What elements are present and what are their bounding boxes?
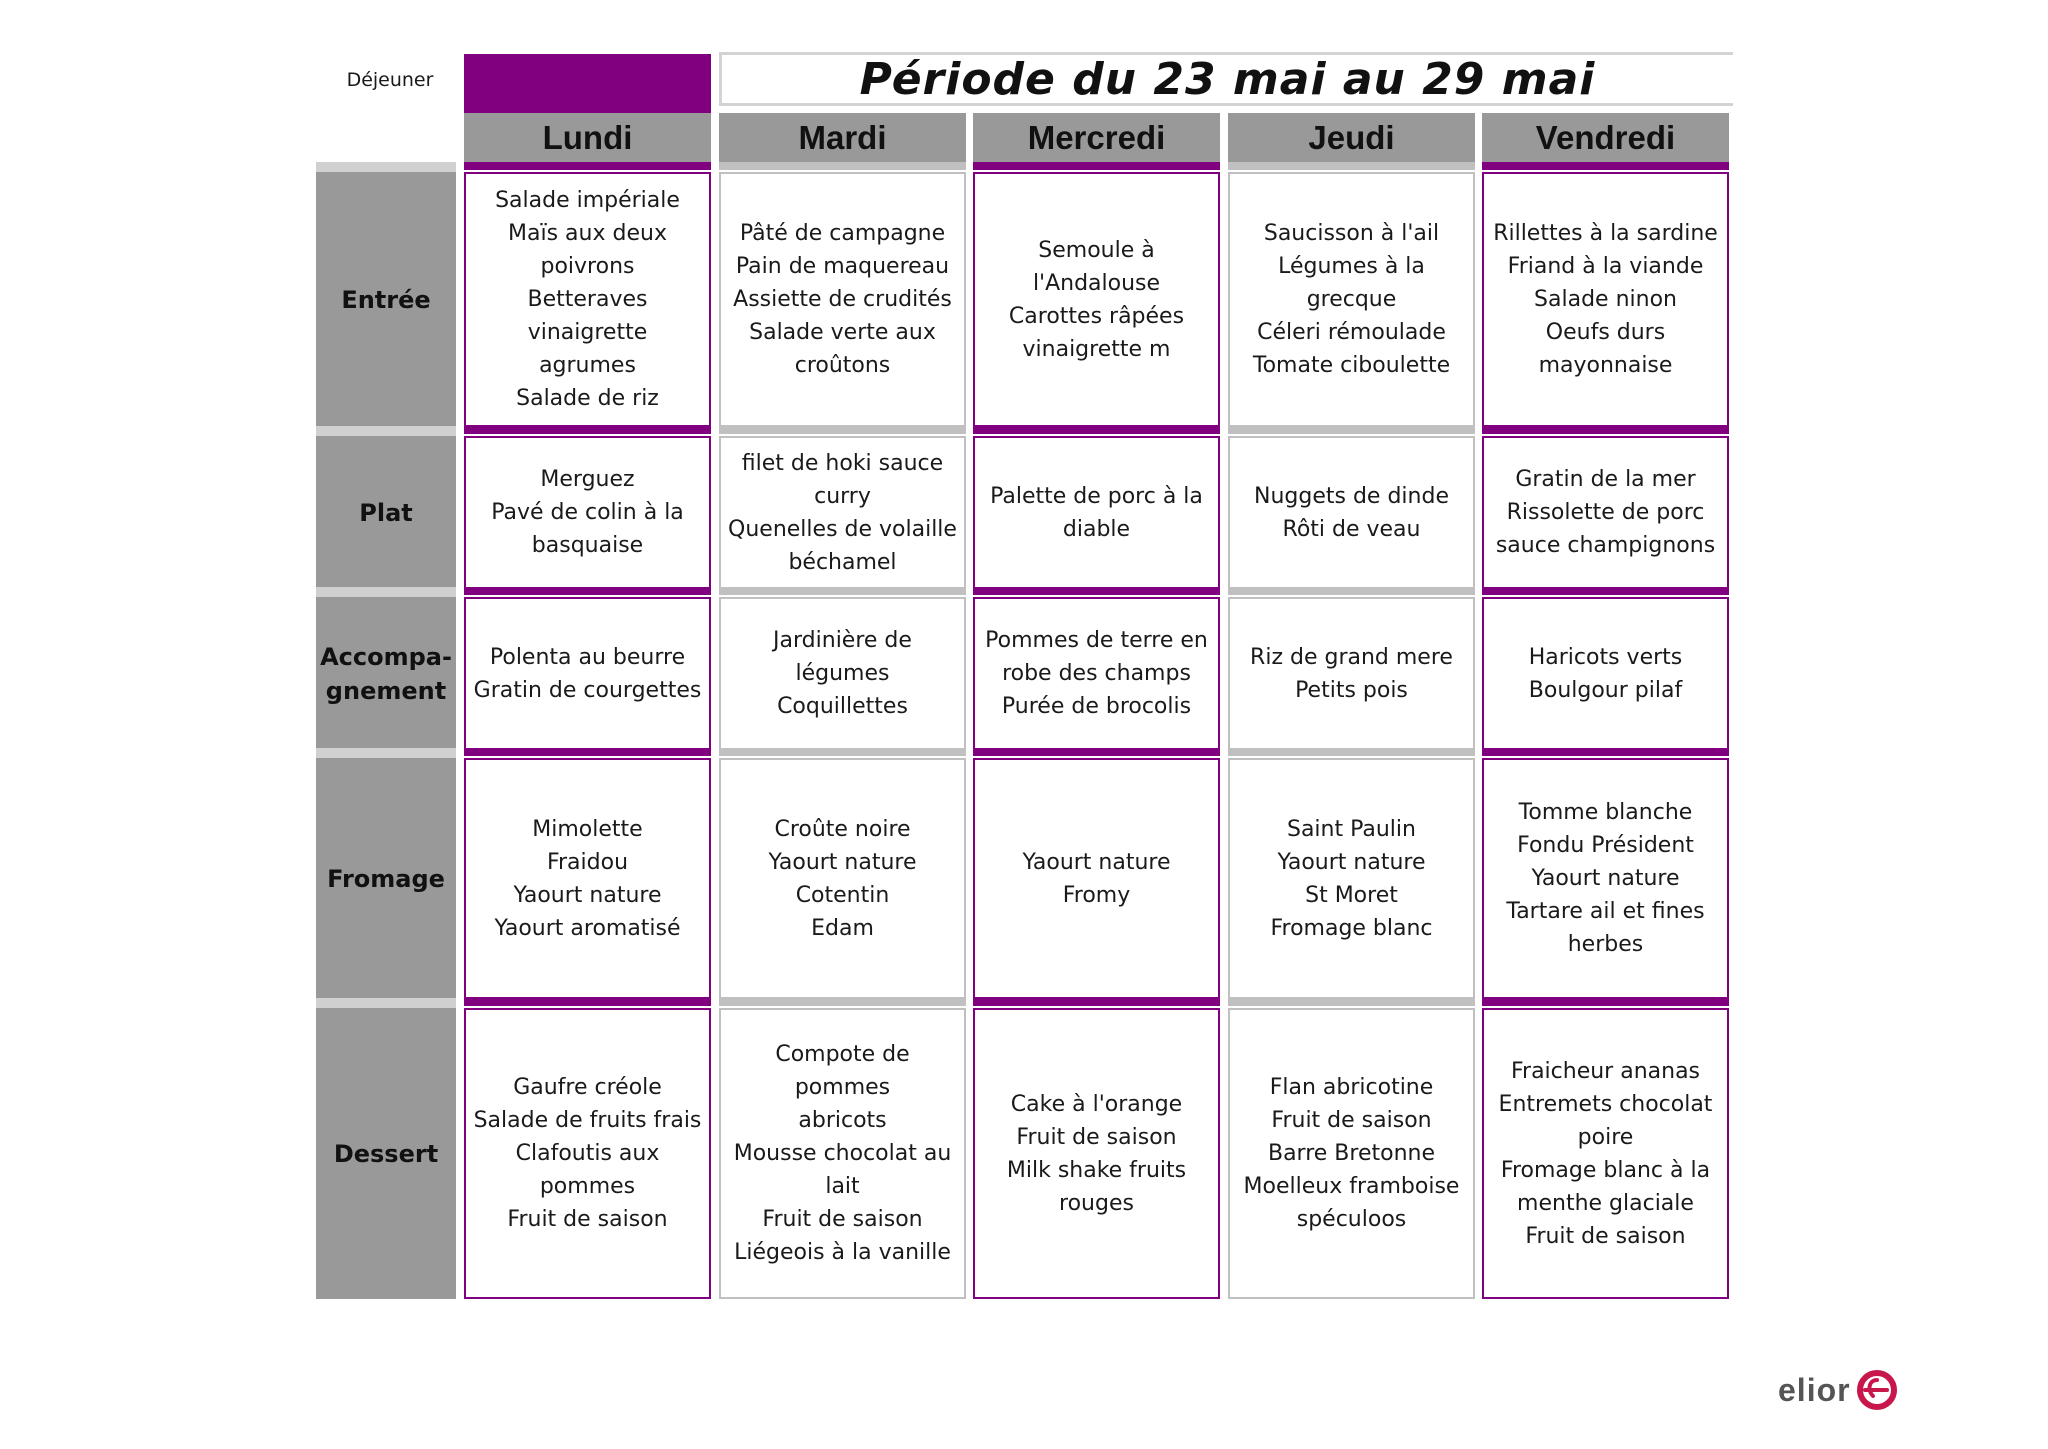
- row-band: [1482, 748, 1729, 756]
- menu-items-text: Riz de grand mere Petits pois: [1250, 644, 1453, 703]
- row-band: [464, 998, 711, 1006]
- row-label-text: Fromage: [327, 864, 445, 893]
- menu-cell: [1482, 436, 1729, 589]
- row-band: [719, 426, 966, 434]
- row-band: [719, 587, 966, 595]
- menu-items-text: Semoule à l'Andalouse Carottes râpées vinaigrette m: [1008, 237, 1185, 362]
- row-band: [1228, 162, 1475, 170]
- row-band: [464, 162, 711, 170]
- menu-cell: [1228, 1008, 1475, 1299]
- row-separator: [316, 587, 456, 597]
- day-header-2: Mardi: [719, 113, 966, 163]
- menu-items-text: Mimolette Fraidou Yaourt nature Yaourt aromatisé: [494, 816, 681, 941]
- row-band: [1482, 587, 1729, 595]
- row-band: [973, 587, 1220, 595]
- row-band: [1228, 587, 1475, 595]
- row-band: [1228, 426, 1475, 434]
- elior-logo-icon: [1855, 1368, 1899, 1412]
- logo-text: elior: [1778, 1371, 1851, 1408]
- menu-items-text: Rillettes à la sardine Friand à la viande Salade ninon Oeufs durs mayonnaise: [1493, 221, 1718, 378]
- row-label-5: [316, 1008, 456, 1299]
- menu-items-text: Croûte noire Yaourt nature Cotentin Edam: [768, 816, 917, 941]
- row-band: [1482, 162, 1729, 170]
- row-band: [719, 162, 966, 170]
- menu-cell: [464, 172, 711, 427]
- row-band: [1228, 998, 1475, 1006]
- menu-cell: [719, 172, 966, 427]
- menu-items-text: Nuggets de dinde Rôti de veau: [1254, 483, 1449, 542]
- row-band: [1482, 426, 1729, 434]
- menu-cell: [973, 758, 1220, 999]
- menu-cell: [719, 436, 966, 589]
- menu-cell: [1228, 436, 1475, 589]
- menu-cell: [1228, 597, 1475, 750]
- day-header-3: Mercredi: [973, 113, 1220, 163]
- row-separator: [316, 162, 456, 172]
- menu-items-text: Haricots verts Boulgour pilaf: [1528, 644, 1683, 703]
- row-label-1: [316, 172, 456, 427]
- day-header-5: Vendredi: [1482, 113, 1729, 163]
- menu-cell: [719, 1008, 966, 1299]
- menu-items-text: Yaourt nature Fromy: [1022, 849, 1171, 908]
- row-label-text: Accompa- gnement: [320, 642, 452, 705]
- menu-cell: [719, 597, 966, 750]
- menu-items-text: Pâté de campagne Pain de maquereau Assiette de crudités Salade verte aux croûtons: [733, 221, 952, 378]
- menu-cell: [1482, 172, 1729, 427]
- menu-items-text: Saint Paulin Yaourt nature St Moret Fromage blanc: [1270, 816, 1433, 941]
- menu-items-text: Saucisson à l'ail Légumes à la grecque Céleri rémoulade Tomate ciboulette: [1252, 221, 1451, 378]
- row-band: [719, 998, 966, 1006]
- menu-cell: [973, 597, 1220, 750]
- menu-items-text: Gratin de la mer Rissolette de porc sauce champignons: [1495, 467, 1716, 558]
- menu-items-text: Polenta au beurre Gratin de courgettes: [473, 644, 702, 703]
- menu-cell: [973, 1008, 1220, 1299]
- row-band: [464, 426, 711, 434]
- menu-cell: [973, 436, 1220, 589]
- menu-cell: [1482, 758, 1729, 999]
- menu-items-text: Merguez Pavé de colin à la basquaise: [491, 467, 684, 558]
- menu-cell: [973, 172, 1220, 427]
- menu-cell: [1482, 1008, 1729, 1299]
- period-title: Période du 23 mai au 29 mai: [719, 52, 1733, 106]
- menu-items-text: Jardinière de légumes Coquillettes: [773, 628, 912, 719]
- elior-logo: [1778, 1365, 1918, 1415]
- day-header-4: Jeudi: [1228, 113, 1475, 163]
- row-separator: [316, 998, 456, 1008]
- row-label-3: [316, 597, 456, 750]
- menu-items-text: Pommes de terre en robe des champs Purée de brocolis: [985, 628, 1208, 719]
- row-band: [464, 587, 711, 595]
- menu-items-text: Cake à l'orange Fruit de saison Milk shake fruits rouges: [1006, 1091, 1187, 1216]
- menu-cell: [1228, 172, 1475, 427]
- row-label-2: [316, 436, 456, 589]
- row-band: [973, 426, 1220, 434]
- menu-items-text: Compote de pommes abricots Mousse chocolat au lait Fruit de saison Liégeois à la vanille: [733, 1042, 952, 1265]
- row-band: [973, 998, 1220, 1006]
- menu-items-text: Flan abricotine Fruit de saison Barre Bretonne Moelleux framboise spéculoos: [1243, 1075, 1460, 1232]
- row-band: [973, 162, 1220, 170]
- header-color-block: [464, 54, 711, 113]
- menu-items-text: Palette de porc à la diable: [990, 483, 1203, 542]
- menu-items-text: Salade impériale Maïs aux deux poivrons Betteraves vinaigrette agrumes Salade de riz: [495, 188, 680, 411]
- menu-cell: [719, 758, 966, 999]
- row-separator: [316, 426, 456, 436]
- row-band: [973, 748, 1220, 756]
- menu-items-text: Tomme blanche Fondu Président Yaourt nature Tartare ail et fines herbes: [1506, 800, 1705, 957]
- menu-cell: [464, 758, 711, 999]
- row-separator: [316, 748, 456, 758]
- row-band: [1482, 998, 1729, 1006]
- menu-cell: [464, 597, 711, 750]
- day-header-1: Lundi: [464, 113, 711, 163]
- menu-cell: [1228, 758, 1475, 999]
- row-band: [1228, 748, 1475, 756]
- menu-cell: [1482, 597, 1729, 750]
- row-label-4: [316, 758, 456, 999]
- row-band: [464, 748, 711, 756]
- menu-items-text: filet de hoki sauce curry Quenelles de volaille béchamel: [728, 450, 957, 575]
- meal-label: Déjeuner: [346, 69, 434, 91]
- row-label-text: Plat: [359, 498, 413, 527]
- menu-items-text: Fraicheur ananas Entremets chocolat poire Fromage blanc à la menthe glaciale Fruit de saison: [1498, 1058, 1713, 1249]
- row-band: [719, 748, 966, 756]
- row-label-text: Entrée: [341, 285, 431, 314]
- menu-items-text: Gaufre créole Salade de fruits frais Clafoutis aux pommes Fruit de saison: [473, 1075, 702, 1232]
- menu-cell: [464, 1008, 711, 1299]
- row-label-text: Dessert: [333, 1139, 439, 1168]
- menu-cell: [464, 436, 711, 589]
